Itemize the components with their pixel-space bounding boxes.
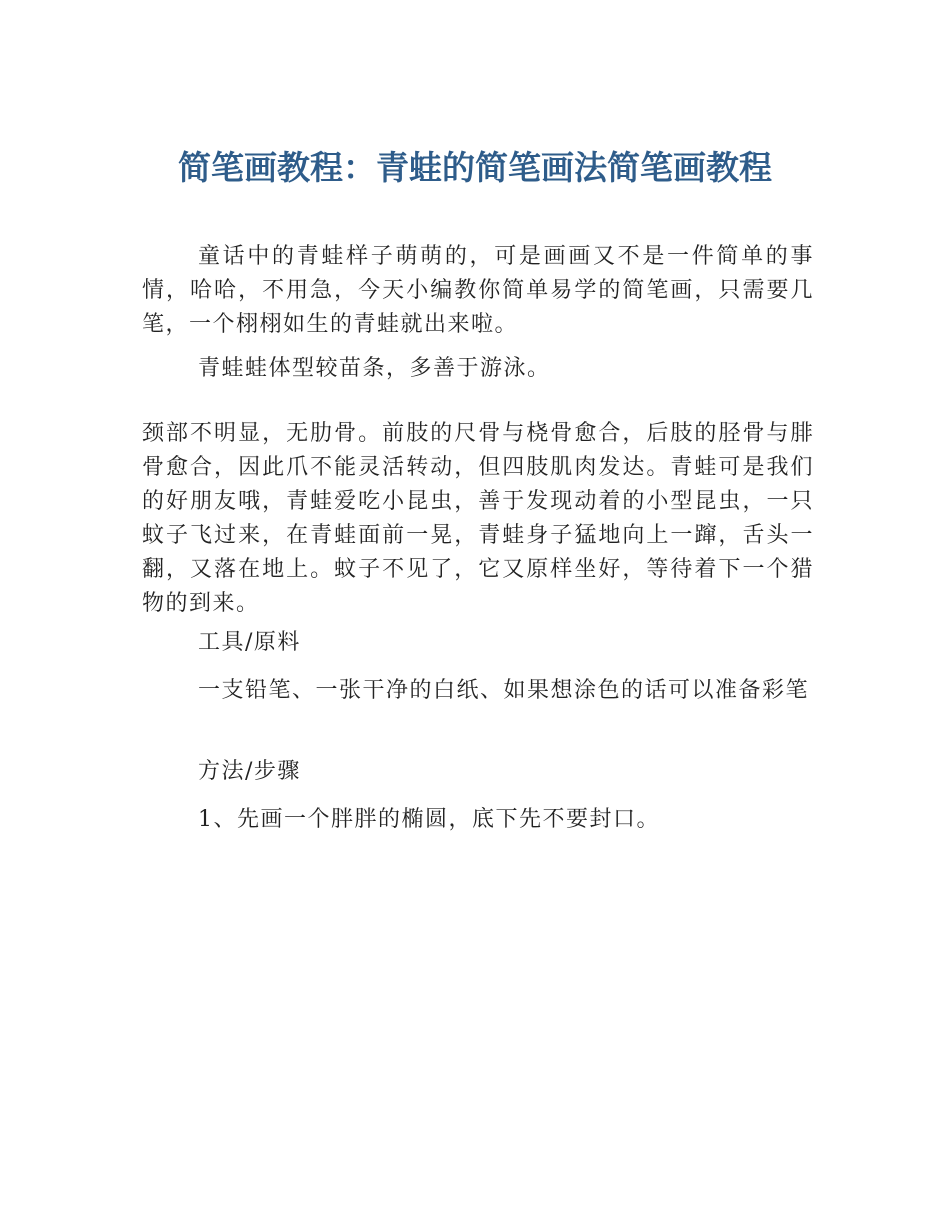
document-title: 简笔画教程：青蛙的简笔画法简笔画教程 bbox=[178, 148, 772, 187]
body-type-paragraph: 青蛙蛙体型较苗条，多善于游泳。 bbox=[198, 356, 551, 381]
tools-heading: 工具/原料 bbox=[198, 630, 301, 655]
tools-paragraph: 一支铅笔、一张干净的白纸、如果想涂色的话可以准备彩笔 bbox=[198, 678, 810, 703]
steps-heading: 方法/步骤 bbox=[198, 759, 301, 784]
step-1-paragraph: 1、先画一个胖胖的椭圆，底下先不要封口。 bbox=[198, 807, 660, 832]
anatomy-paragraph: 颈部不明显，无肋骨。前肢的尺骨与桡骨愈合，后肢的胫骨与腓骨愈合，因此爪不能灵活转动，但四肢肌肉发达。青蛙可是我们的好朋友哦，青蛙爱吃小昆虫，善于发现动着的小型昆虫，一只蚊子飞过来，在青蛙面前一晃，青蛙身子猛地向上一蹿，舌头一翻，又落在地上。蚊子不见了，它又原样坐好，等待着下一个猎物的到来。 bbox=[142, 421, 814, 616]
intro-paragraph: 童话中的青蛙样子萌萌的，可是画画又不是一件简单的事情，哈哈，不用急，今天小编教你简单易学的简笔画，只需要几笔，一个栩栩如生的青蛙就出来啦。 bbox=[142, 244, 814, 337]
